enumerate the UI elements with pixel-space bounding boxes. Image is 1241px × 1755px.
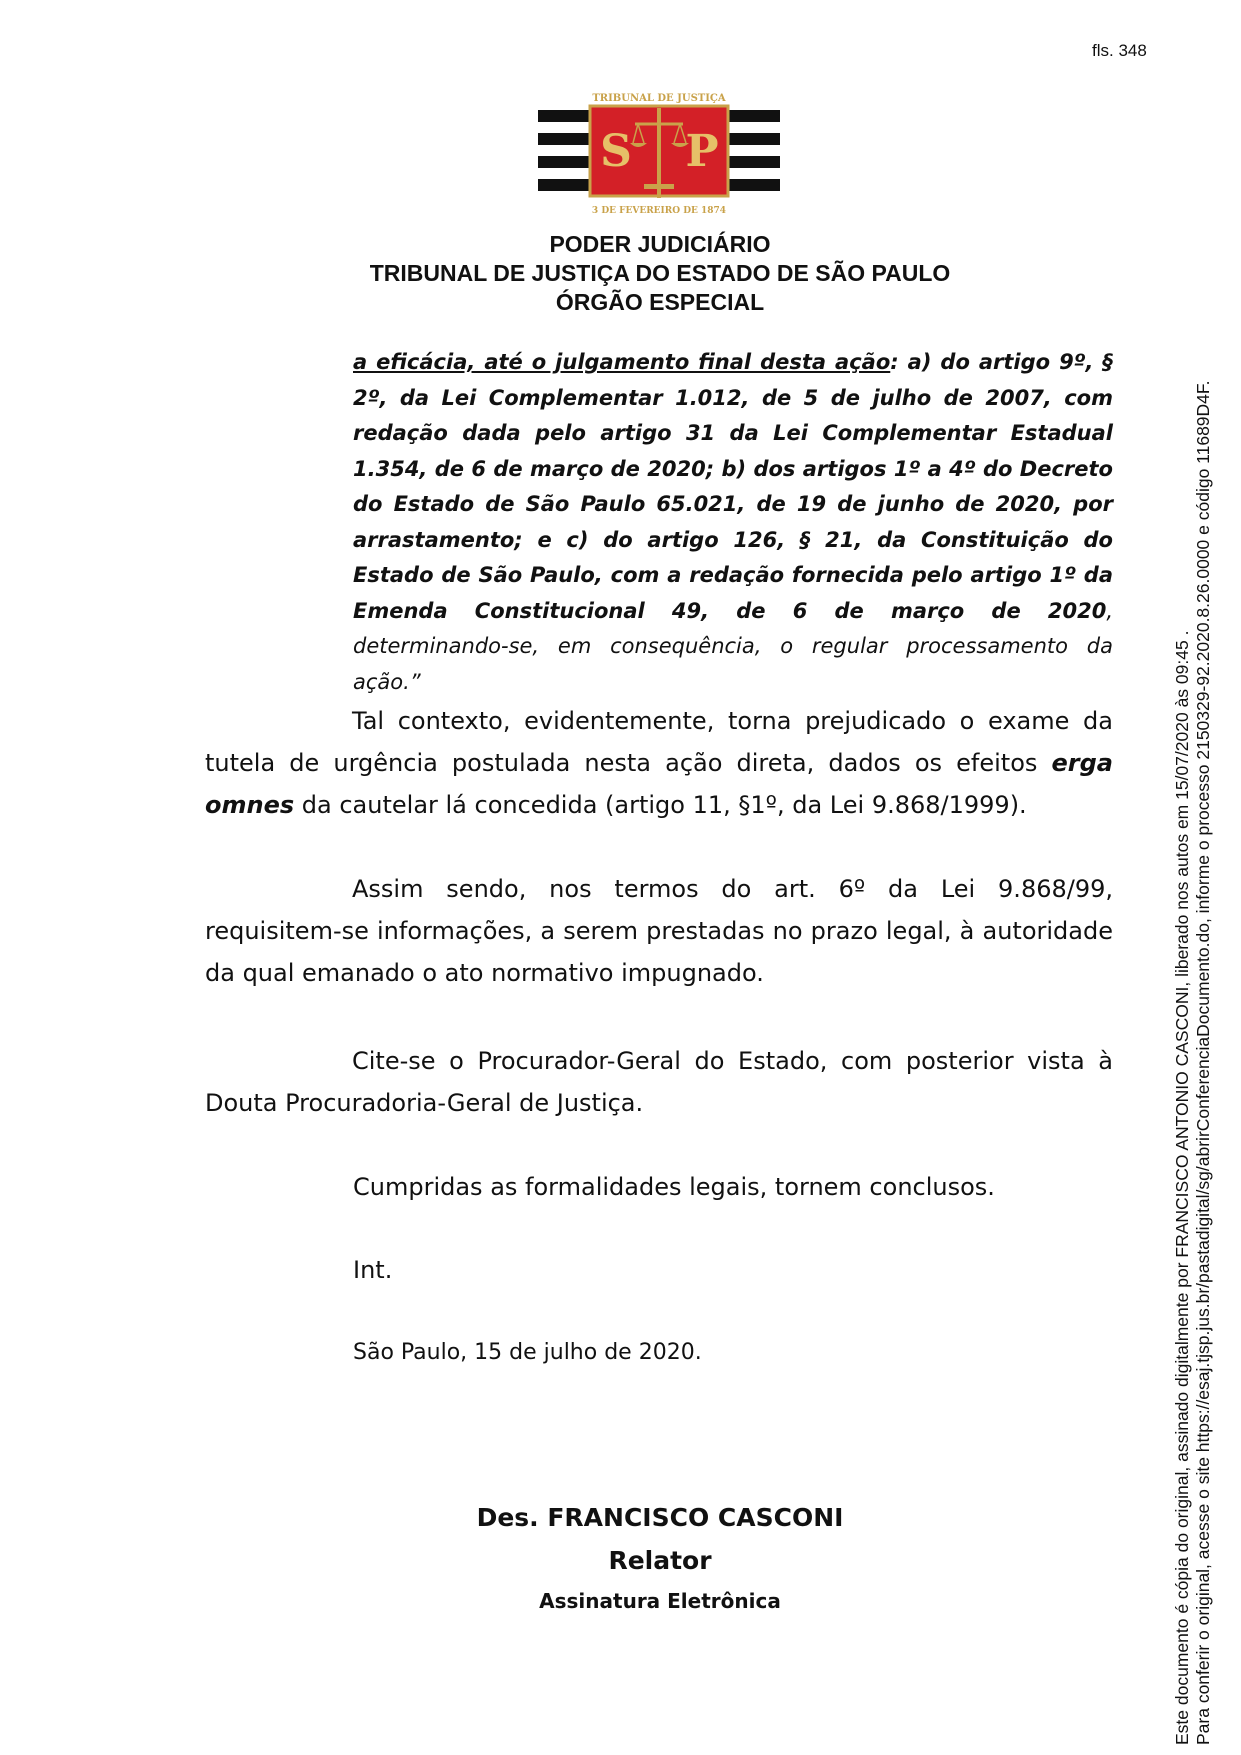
header-line-2: TRIBUNAL DE JUSTIÇA DO ESTADO DE SÃO PAULO [369,260,951,286]
document-date: São Paulo, 15 de julho de 2020. [353,1340,702,1365]
stamp-line-2: Para conferir o original, acesse o site https://esaj.tjsp.jus.br/pastadigital/sg/abrirConferenciaDocumento.do, informe o processo 2150329-92.2020.8.26.0000 e código 11689D4F. [1193,380,1213,1745]
seal-emblem-icon [538,88,780,218]
court-seal-logo [538,88,780,218]
document-header [300,230,1020,317]
signature-name: Des. FRANCISCO CASCONI [476,1503,844,1532]
quoted-block [353,345,1113,700]
header-line-3: ÓRGÃO ESPECIAL [555,289,765,315]
paragraph-2-text: Assim sendo, nos termos do art. 6º da Lei 9.868/99, requisitem-se informações, a serem prestadas no prazo legal, à autoridade da qual emanado o ato normativo impugnado. [205,875,1113,987]
paragraph-4: Cumpridas as formalidades legais, tornem conclusos. [353,1173,995,1201]
digital-signature-stamp [1172,245,1214,1745]
signature-role: Relator [608,1546,712,1575]
quote-underlined-text: a eficácia, até o julgamento final desta ação [353,350,891,374]
paragraph-1-end: da cautelar lá concedida (artigo 11, §1º, da Lei 9.868/1999). [294,791,1027,819]
paragraph-2 [205,868,1113,994]
paragraph-3 [205,1040,1113,1124]
stamp-line-1: Este documento é cópia do original, assinado digitalmente por FRANCISCO ANTONIO CASCONI, liberado nos autos em 15/07/2020 às 09:45 . [1172,630,1192,1745]
paragraph-1 [205,700,1113,826]
seal-top-text: TRIBUNAL DE JUSTIÇA [592,93,726,104]
seal-letter-s: S [600,126,632,177]
paragraph-5: Int. [353,1256,393,1284]
signature-note: Assinatura Eletrônica [539,1589,781,1613]
header-line-1: PODER JUDICIÁRIO [549,231,771,257]
seal-bottom-text: 3 DE FEVEREIRO DE 1874 [591,206,727,216]
paragraph-1-start: Tal contexto, evidentemente, torna prejudicado o exame da tutela de urgência postulada nesta ação direta, dados os efeitos [205,707,1113,777]
quote-end-text: , determinando-se, em consequência, o regular processamento da ação.” [353,598,1113,694]
paragraph-3-text: Cite-se o Procurador-Geral do Estado, com posterior vista à Douta Procuradoria-Geral de Justiça. [205,1047,1113,1117]
page-number: fls. 348 [1092,41,1147,60]
paragraph-1-emphasis: erga omnes [205,749,1113,819]
seal-letter-p: P [685,126,719,177]
quote-bold-text: : a) do artigo 9º, § 2º, da Lei Complementar 1.012, de 5 de julho de 2007, com redação dada pelo artigo 31 da Lei Complementar Estadual 1.354, de 6 de março de 2020; b) dos artigos 1º a 4º do Decreto do Estado de São Paulo 65.021, de 19 de junho de 2020, por arrastamento; e c) do artigo 126, § 21, da Constituição do Estado de São Paulo, com a redação fornecida pelo artigo 1º da Emenda Constitucional 49, de 6 de março de 2020 [353,350,1113,623]
